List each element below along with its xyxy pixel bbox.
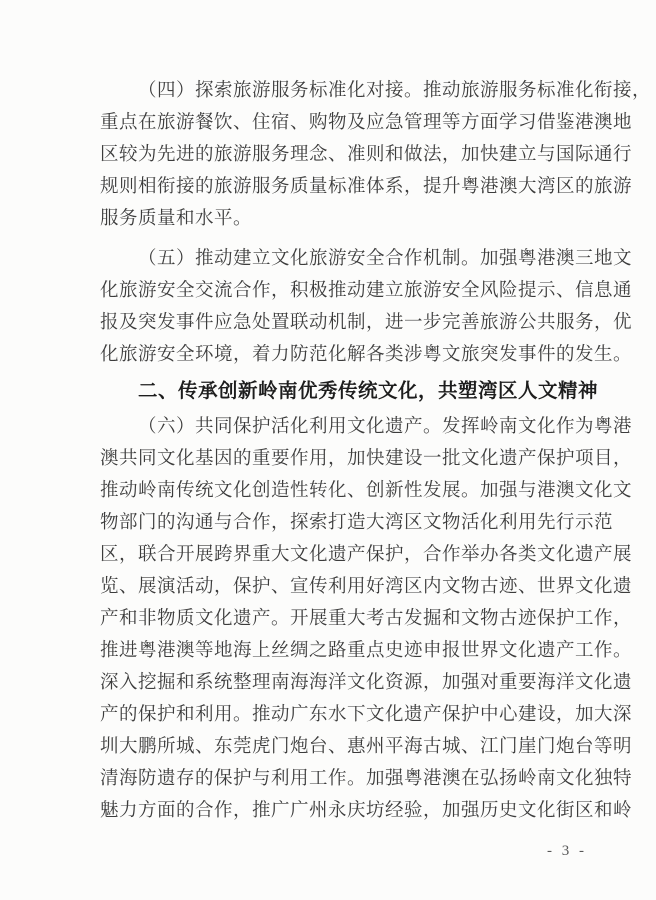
text-line: 服务质量和水平。 bbox=[100, 209, 253, 229]
text-line: 览、展演活动，保护、宣传利用好湾区内文物古迹、世界文化遗 bbox=[100, 577, 633, 597]
text-line: 区，联合开展跨界重大文化遗产保护，合作举办各类文化遗产展 bbox=[100, 545, 633, 565]
text-line: 澳共同文化基因的重要作用，加快建设一批文化遗产保护项目， bbox=[100, 449, 633, 469]
text-line: 推动岭南传统文化创造性转化、创新性发展。加强与港澳文化文 bbox=[100, 481, 633, 501]
text-line: （六）共同保护活化利用文化遗产。发挥岭南文化作为粤港 bbox=[138, 417, 633, 437]
text-line: 报及突发事件应急处置联动机制，进一步完善旅游公共服务，优 bbox=[100, 313, 633, 333]
text-line: 圳大鹏所城、东莞虎门炮台、惠州平海古城、江门崖门炮台等明 bbox=[100, 737, 633, 757]
text-line: 化旅游安全交流合作，积极推动建立旅游安全风险提示、信息通 bbox=[100, 281, 633, 301]
section-4-paragraph bbox=[100, 75, 652, 235]
section-2-heading: 二、传承创新岭南优秀传统文化，共塑湾区人文精神 bbox=[138, 380, 599, 402]
section-5-paragraph bbox=[100, 243, 633, 371]
section-6-paragraph bbox=[100, 411, 633, 827]
text-line: （五）推动建立文化旅游安全合作机制。加强粤港澳三地文 bbox=[138, 249, 633, 269]
text-line: 产的保护和利用。推动广东水下文化遗产保护中心建设，加大深 bbox=[100, 705, 633, 725]
text-line: 区较为先进的旅游服务理念、准则和做法，加快建立与国际通行 bbox=[100, 145, 633, 165]
text-line: 产和非物质文化遗产。开展重大考古发掘和文物古迹保护工作， bbox=[100, 609, 633, 629]
text-line: 重点在旅游餐饮、住宿、购物及应急管理等方面学习借鉴港澳地 bbox=[100, 113, 633, 133]
text-line: 物部门的沟通与合作，探索打造大湾区文物活化利用先行示范 bbox=[100, 513, 614, 533]
text-line: 清海防遗存的保护与利用工作。加强粤港澳在弘扬岭南文化独特 bbox=[100, 769, 633, 789]
text-line: 化旅游安全环境，着力防范化解各类涉粤文旅突发事件的发生。 bbox=[100, 345, 633, 365]
text-line: （四）探索旅游服务标准化对接。推动旅游服务标准化衔接， bbox=[138, 81, 652, 101]
text-line: 魅力方面的合作，推广广州永庆坊经验，加强历史文化街区和岭 bbox=[100, 801, 633, 821]
document-body bbox=[100, 75, 652, 827]
text-line: 推进粤港澳等地海上丝绸之路重点史迹申报世界文化遗产工作。 bbox=[100, 641, 633, 661]
text-line: 规则相衔接的旅游服务质量标准体系，提升粤港澳大湾区的旅游 bbox=[100, 177, 633, 197]
text-line: 深入挖掘和系统整理南海海洋文化资源，加强对重要海洋文化遗 bbox=[100, 673, 633, 693]
page-number: - 3 - bbox=[547, 843, 587, 859]
